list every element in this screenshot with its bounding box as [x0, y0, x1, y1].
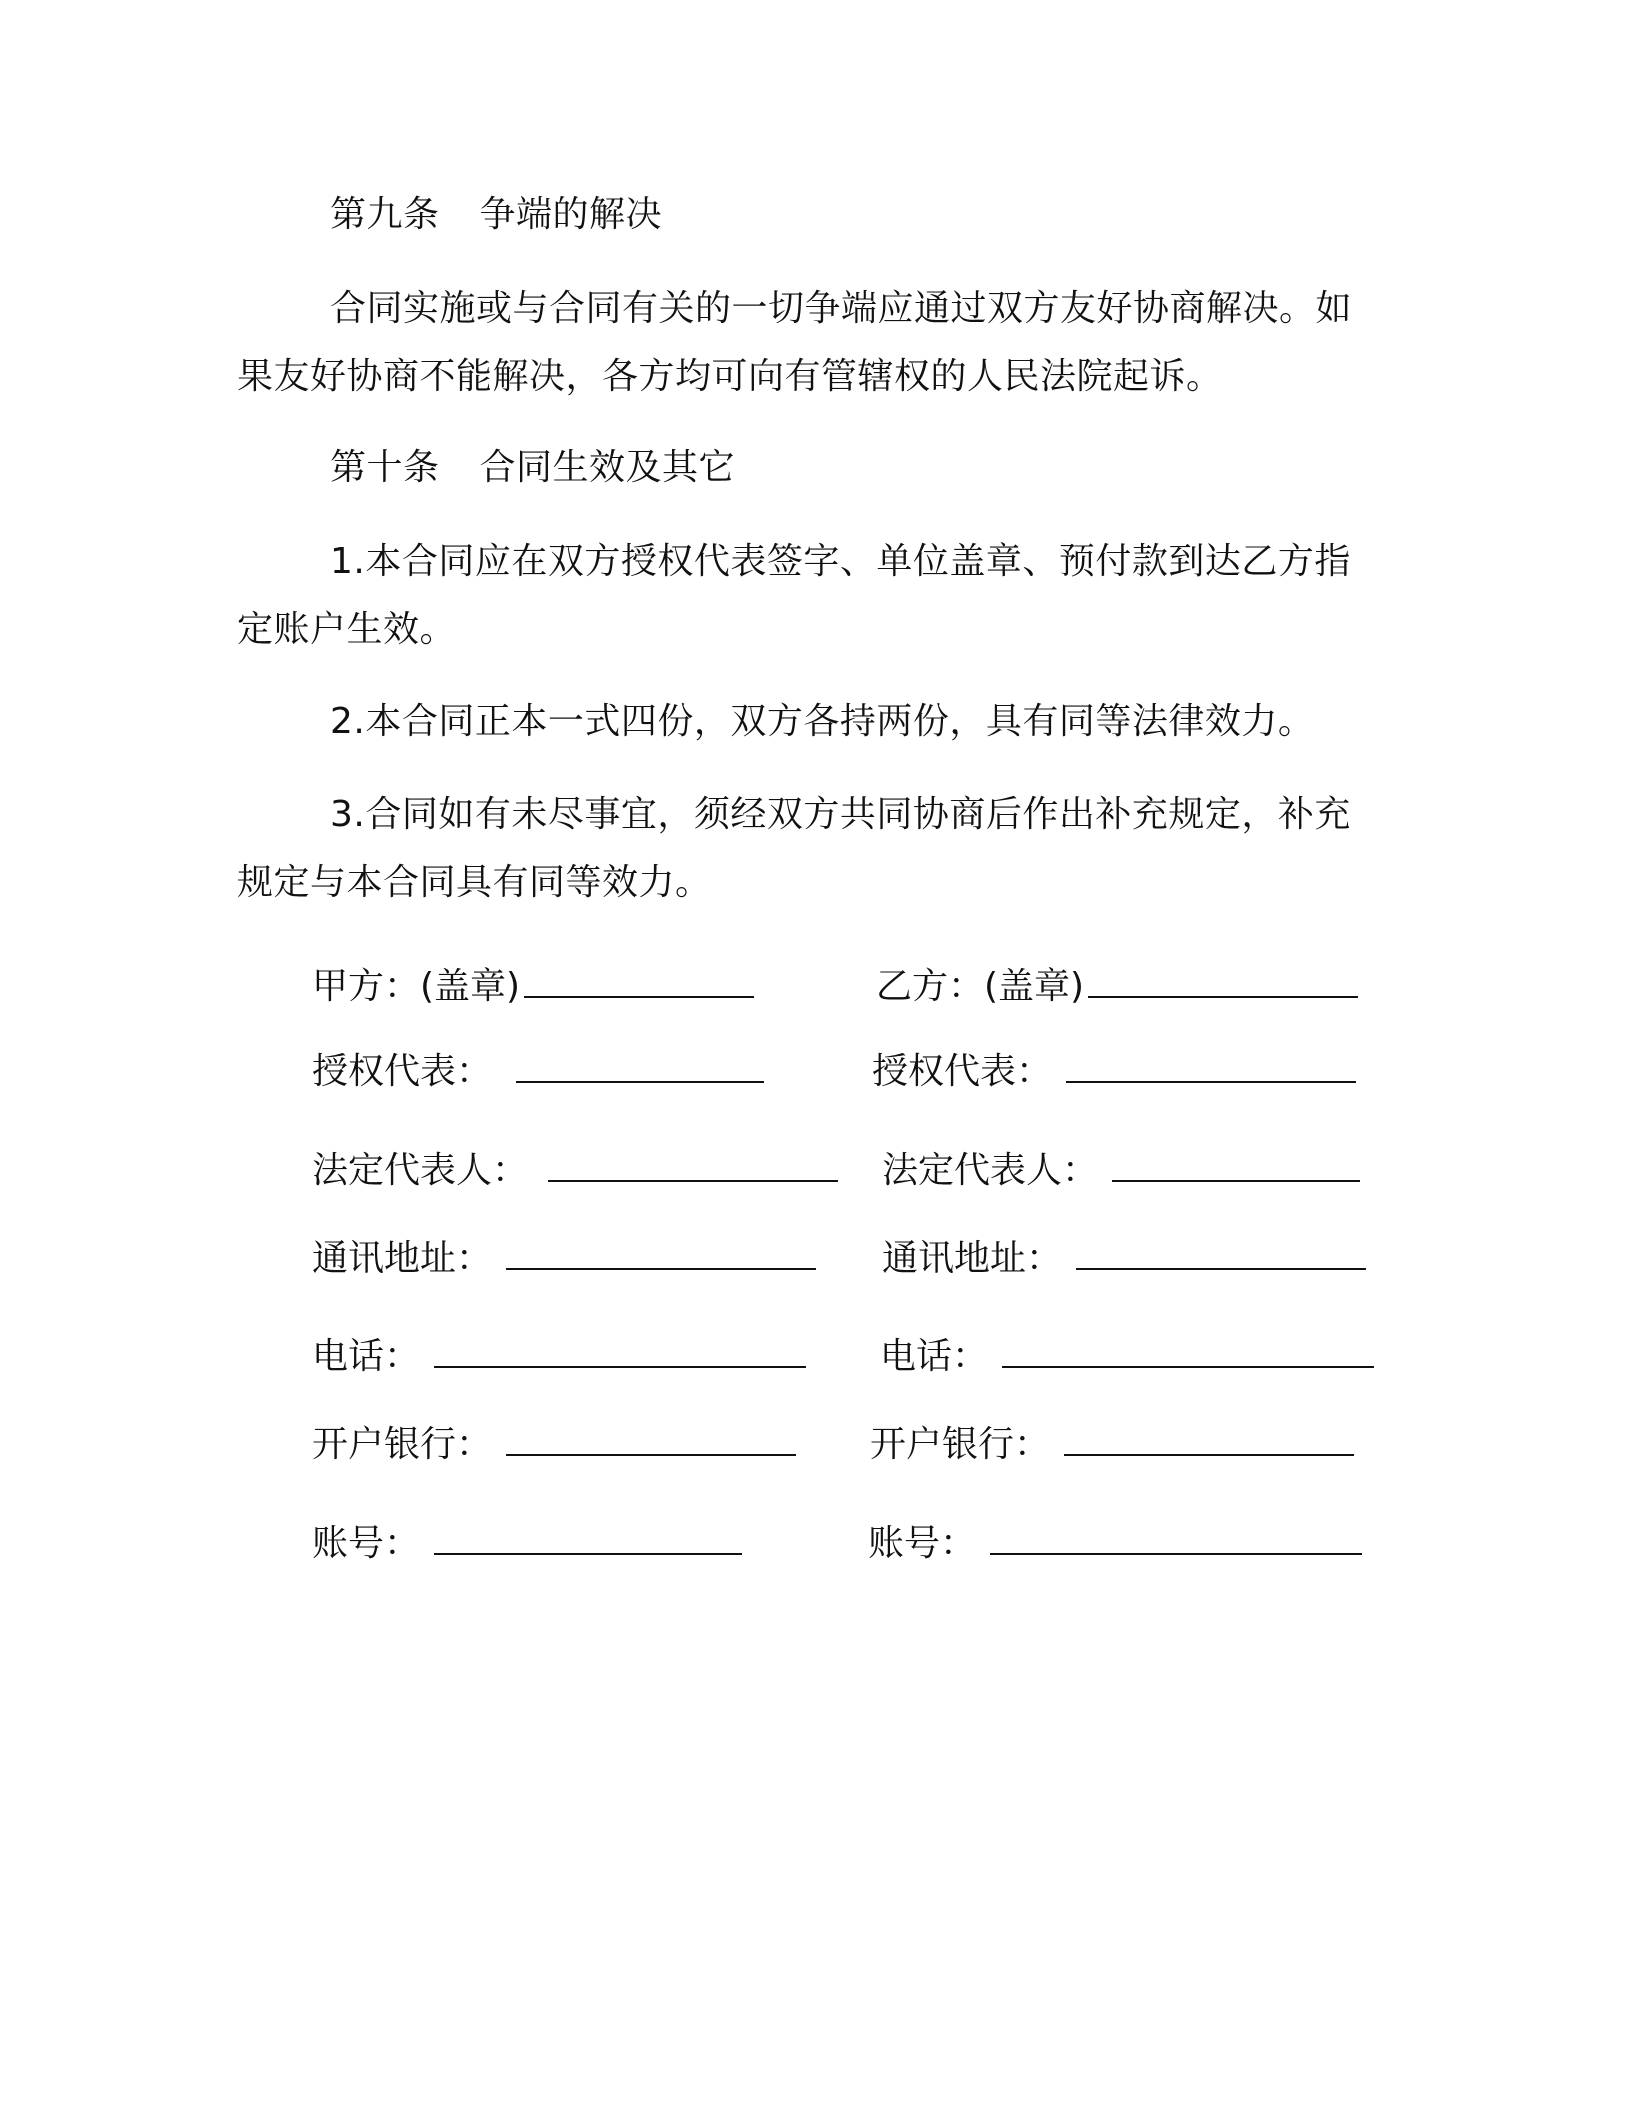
article10-item1-line2: 定账户生效。 [237, 609, 457, 650]
party-a-address-blank[interactable] [506, 1234, 816, 1270]
party-b-address-field [882, 1234, 1366, 1281]
article10-heading [330, 446, 735, 490]
party-b-legal-rep-blank[interactable] [1112, 1146, 1360, 1182]
party-b-authorized-rep-field [872, 1047, 1356, 1094]
party-b-authorized-rep-blank[interactable] [1066, 1047, 1356, 1083]
party-a-phone-label: 电话： [312, 1336, 421, 1377]
party-a-address-label: 通讯地址： [312, 1238, 493, 1279]
party-a-authorized-rep-label: 授权代表： [312, 1051, 493, 1092]
party-a-phone-blank[interactable] [434, 1332, 806, 1368]
party-a-account-blank[interactable] [434, 1519, 742, 1555]
party-b-bank-field [870, 1420, 1354, 1467]
party-a-bank-field [312, 1420, 796, 1467]
party-a-seal-field [312, 962, 754, 1009]
article9-line1: 合同实施或与合同有关的一切争端应通过双方友好协商解决。如 [330, 288, 1353, 329]
article10-item3-line2: 规定与本合同具有同等效力。 [237, 862, 712, 903]
party-b-phone-field [880, 1332, 1374, 1379]
party-b-legal-rep-label: 法定代表人： [882, 1150, 1099, 1191]
article9-number: 第九条 [330, 194, 440, 235]
party-a-account-label: 账号： [312, 1523, 421, 1564]
party-a-bank-label: 开户银行： [312, 1424, 493, 1465]
party-a-address-field [312, 1234, 816, 1281]
party-b-seal-field [876, 962, 1358, 1009]
article10-item1-line1: 1.本合同应在双方授权代表签字、单位盖章、预付款到达乙方指 [330, 541, 1351, 582]
article10-number: 第十条 [330, 447, 440, 488]
article9-heading [330, 193, 662, 237]
party-b-bank-blank[interactable] [1064, 1420, 1354, 1456]
party-a-legal-rep-label: 法定代表人： [312, 1150, 529, 1191]
party-a-seal-label: 甲方：(盖章) [312, 966, 521, 1007]
article10-item3-line1: 3.合同如有未尽事宜，须经双方共同协商后作出补充规定，补充 [330, 794, 1351, 835]
party-a-legal-rep-blank[interactable] [548, 1146, 838, 1182]
party-b-legal-rep-field [882, 1146, 1360, 1193]
party-b-seal-label: 乙方：(盖章) [876, 966, 1085, 1007]
party-b-address-label: 通讯地址： [882, 1238, 1063, 1279]
party-b-account-blank[interactable] [990, 1519, 1362, 1555]
party-b-phone-label: 电话： [880, 1336, 989, 1377]
article9-line2: 果友好协商不能解决，各方均可向有管辖权的人民法院起诉。 [237, 356, 1223, 397]
party-b-seal-blank[interactable] [1088, 962, 1358, 998]
article10-item2-line1: 2.本合同正本一式四份，双方各持两份，具有同等法律效力。 [330, 701, 1315, 742]
party-b-account-field [868, 1519, 1362, 1566]
party-a-account-field [312, 1519, 742, 1566]
party-a-bank-blank[interactable] [506, 1420, 796, 1456]
party-b-account-label: 账号： [868, 1523, 977, 1564]
party-a-seal-blank[interactable] [524, 962, 754, 998]
article10-title: 合同生效及其它 [479, 447, 736, 488]
party-b-bank-label: 开户银行： [870, 1424, 1051, 1465]
party-b-authorized-rep-label: 授权代表： [872, 1051, 1053, 1092]
party-a-authorized-rep-field [312, 1047, 764, 1094]
party-a-authorized-rep-blank[interactable] [516, 1047, 764, 1083]
party-b-phone-blank[interactable] [1002, 1332, 1374, 1368]
party-a-legal-rep-field [312, 1146, 838, 1193]
party-a-phone-field [312, 1332, 806, 1379]
party-b-address-blank[interactable] [1076, 1234, 1366, 1270]
article9-title: 争端的解决 [479, 194, 663, 235]
